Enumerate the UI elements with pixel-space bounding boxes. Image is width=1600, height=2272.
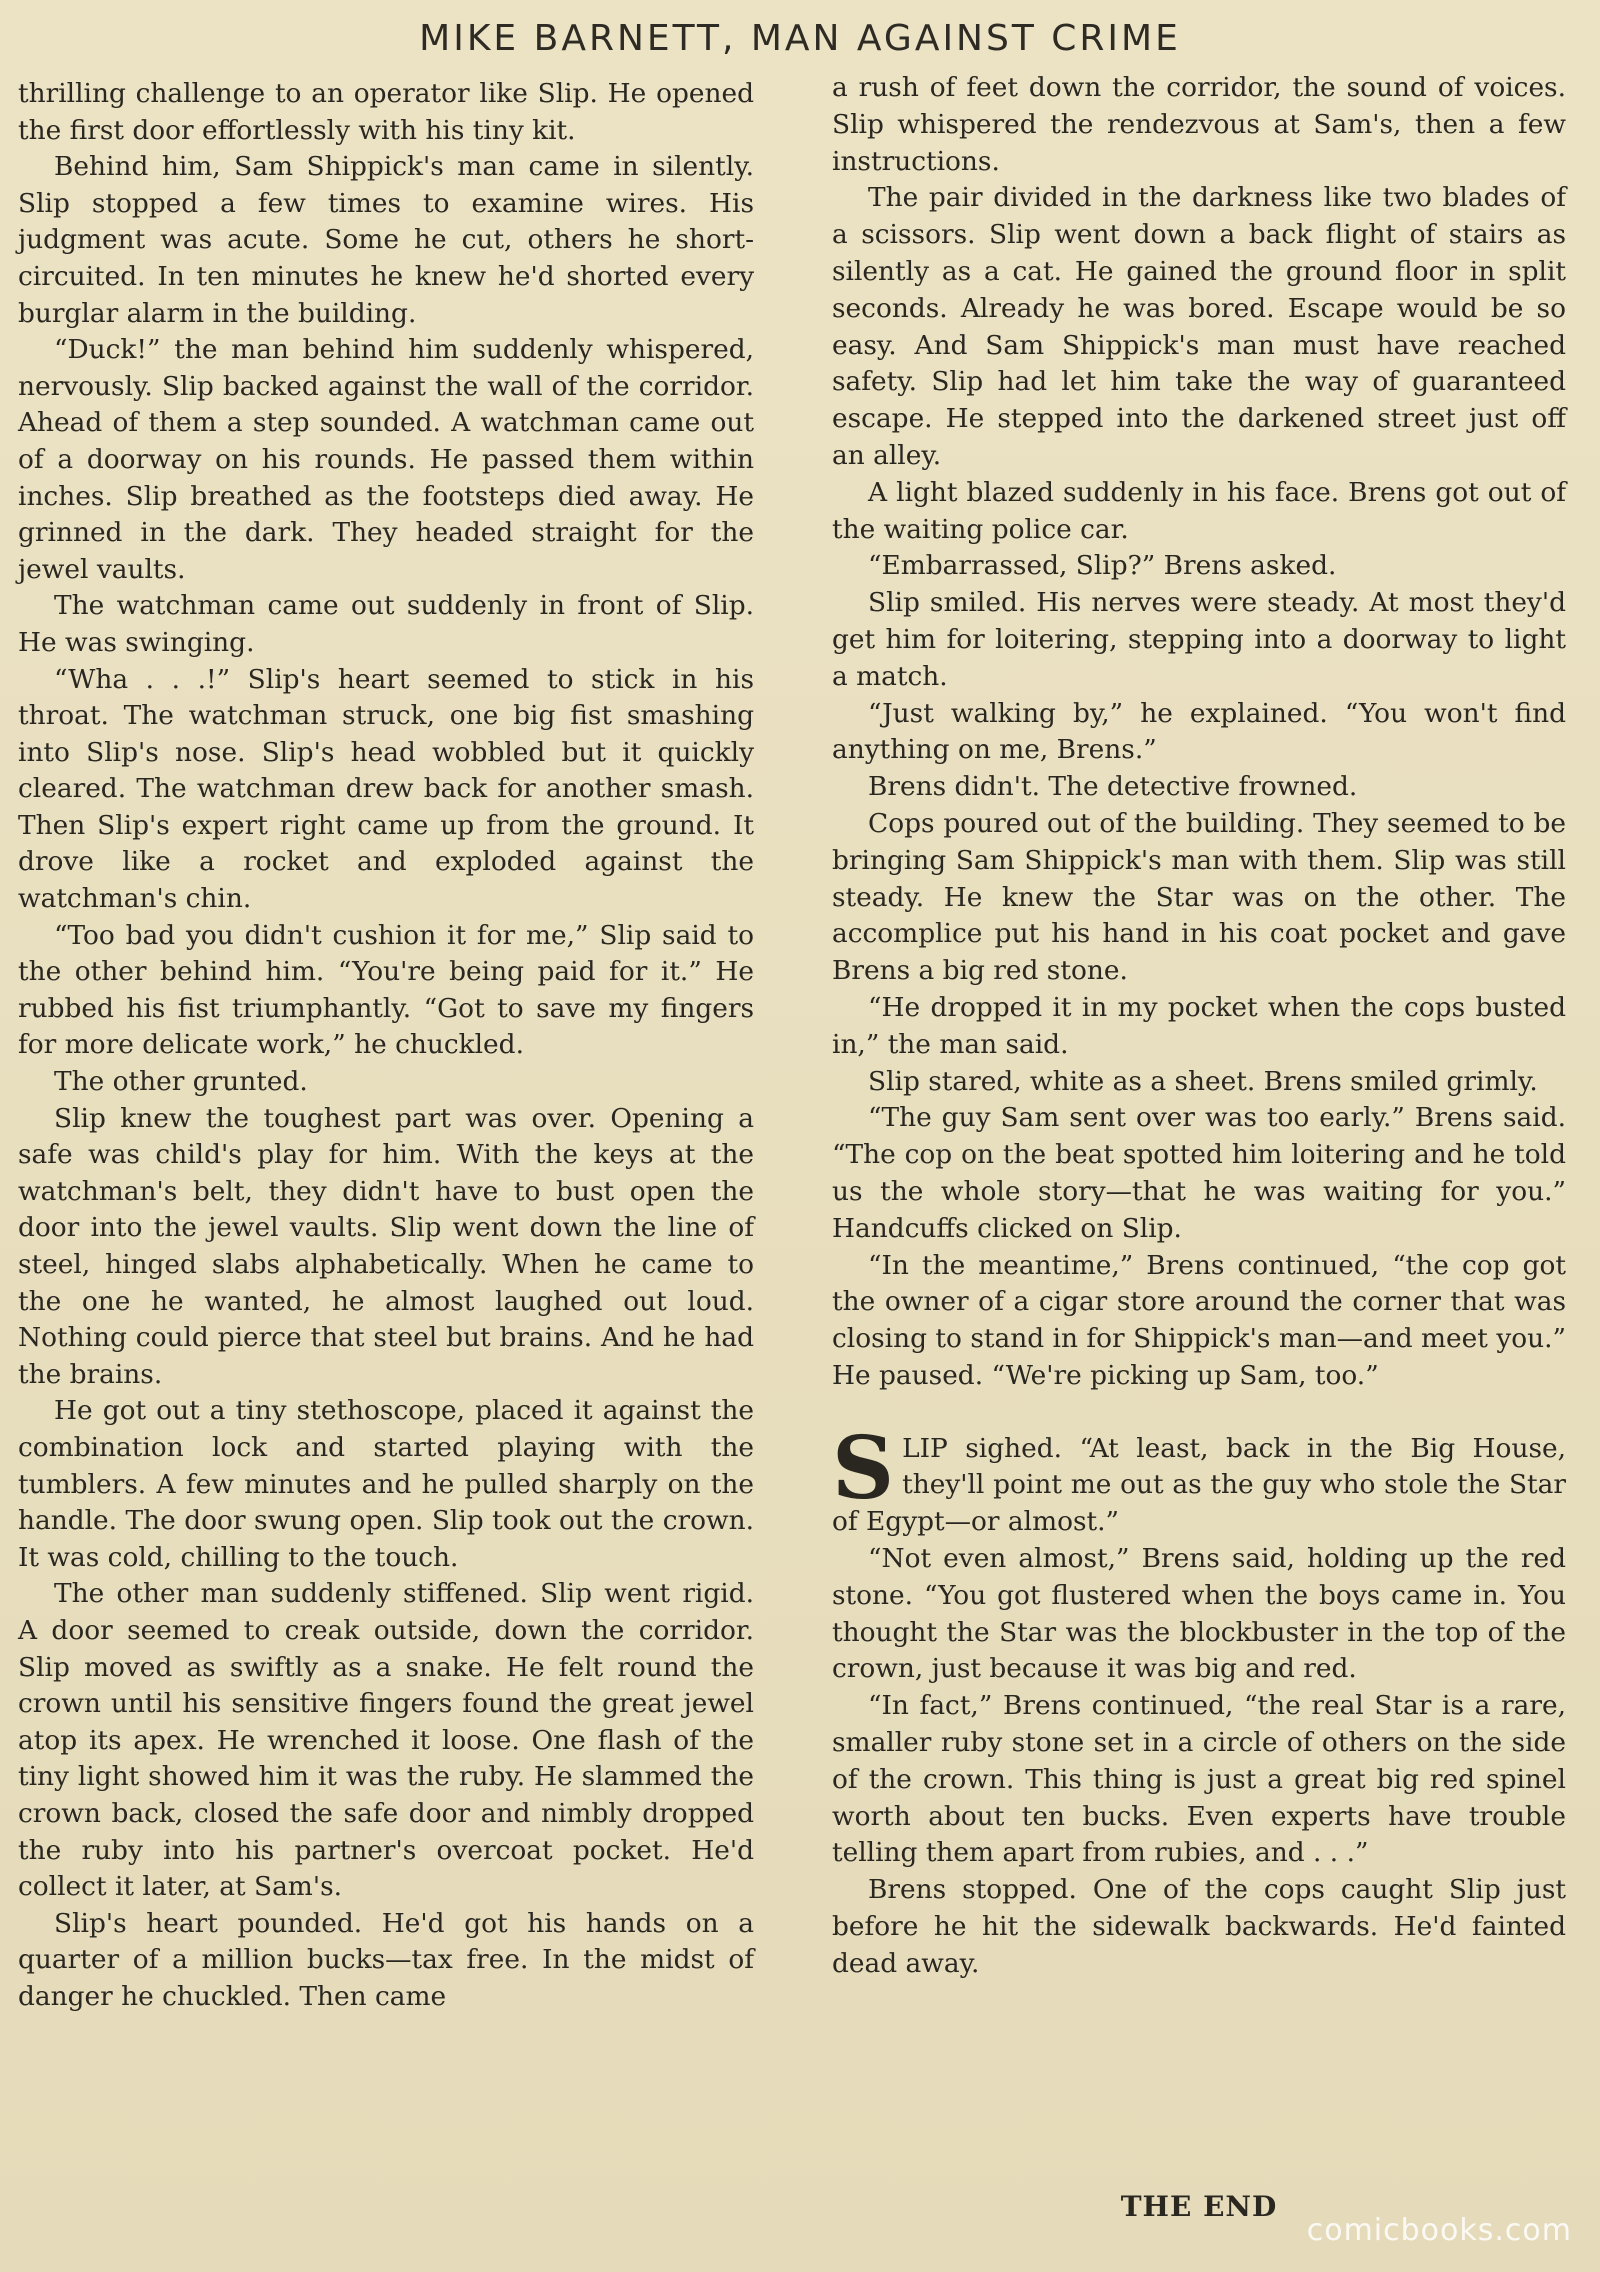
paragraph: “In fact,” Brens continued, “the real Star is a rare, smaller ruby stone set in a circle of others on the side of the crown. This thing is just a great big red spinel worth about ten bucks. Even experts have trouble telling them apart from rubies, and . . .”: [832, 1690, 1566, 1869]
paragraph: “In the meantime,” Brens continued, “the cop got the owner of a cigar store around the corner that was closing to stand in for Shippick's man—and meet you.” He paused. “We're picking up Sam, too.”: [832, 1249, 1566, 1391]
paragraph: “Not even almost,” Brens said, holding up the red stone. “You got flustered when the boys came in. You thought the Star was the blockbuster in the top of the crown, just because it was big and red.: [832, 1543, 1566, 1685]
watermark: comicbooks.com: [1306, 2213, 1572, 2248]
paragraph: Slip knew the toughest part was over. Opening a safe was child's play for him. With the keys at the watchman's belt, they didn't have to bust open the door into the jewel vaults. Slip went down the line of steel, hinged slabs alphabetically. When he came to the one he wanted, he almost laughed out loud. Nothing could pierce that steel but brains. And he had the brains.: [18, 1102, 754, 1390]
page-header-title: MIKE BARNETT, MAN AGAINST CRIME: [419, 18, 1181, 59]
paragraph: “The guy Sam sent over was too early.” Brens said. “The cop on the beat spotted him loitering and he told us the whole story—that he was waiting for you.” Handcuffs clicked on Slip.: [832, 1102, 1566, 1244]
paragraph: “Just walking by,” he explained. “You won't find anything on me, Brens.”: [832, 697, 1566, 766]
paragraph: Slip stared, white as a sheet. Brens smiled grimly.: [868, 1065, 1538, 1097]
paragraph: Cops poured out of the building. They seemed to be bringing Sam Shippick's man with them. Slip was still steady. He knew the Star was on the other. The accomplice put his hand in his coat pocket and gave Brens a big red stone.: [832, 807, 1566, 987]
section-break: [832, 1395, 1566, 1431]
dropcap-letter: S: [832, 1417, 895, 1519]
dropcap-paragraph: [832, 1417, 1566, 1541]
paragraph: He got out a tiny stethoscope, placed it against the combination lock and started playing with the tumblers. A few minutes and he pulled sharply on the handle. The door swung open. Slip took out the crown. It was cold, chilling to the touch.: [18, 1395, 754, 1573]
paragraph: Slip's heart pounded. He'd got his hands on a quarter of a million bucks—tax free. In the midst of danger he chuckled. Then came: [18, 1907, 754, 2012]
paragraph: “Duck!” the man behind him suddenly whispered, nervously. Slip backed against the wall of the corridor. Ahead of them a step sounded. A watchman came out of a doorway on his rounds. He passed them within inches. Slip breathed as the footsteps died away. He grinned in the dark. They headed straight for the jewel vaults.: [18, 334, 754, 585]
the-end-label: THE END: [1120, 2190, 1278, 2223]
paragraph: Slip smiled. His nerves were steady. At most they'd get him for loitering, stepping into a doorway to light a match.: [832, 587, 1566, 692]
paragraph: The other grunted.: [54, 1066, 308, 1098]
dropcap-paragraph-text: LIP sighed. “At least, back in the Big House, they'll point me out as the guy who stole the Star of Egypt—or almost.”: [832, 1432, 1566, 1538]
paragraph: The pair divided in the darkness like two blades of a scissors. Slip went down a back flight of stairs as silently as a cat. He gained the ground floor in split seconds. Already he was bored. Escape would be so easy. And Sam Shippick's man must have reached safety. Slip had let him take the way of guaranteed escape. He stepped into the darkened street just off an alley.: [832, 182, 1566, 471]
paragraph: thrilling challenge to an operator like Slip. He opened the first door effortlessly with his tiny kit.: [18, 78, 754, 146]
paragraph: The watchman came out suddenly in front of Slip. He was swinging.: [18, 590, 754, 658]
paragraph: Brens stopped. One of the cops caught Slip just before he hit the sidewalk backwards. He'd fainted dead away.: [832, 1874, 1566, 1979]
paragraph: “Embarrassed, Slip?” Brens asked.: [868, 550, 1337, 582]
paragraph: A light blazed suddenly in his face. Brens got out of the waiting police car.: [832, 476, 1566, 545]
paragraph: Brens didn't. The detective frowned.: [868, 771, 1358, 803]
paragraph: The other man suddenly stiffened. Slip went rigid. A door seemed to creak outside, down the corridor. Slip moved as swiftly as a snake. He felt round the crown until his sensitive fingers found the great jewel atop its apex. He wrenched it loose. One flash of the tiny light showed him it was the ruby. He slammed the crown back, closed the safe door and nimbly dropped the ruby into his partner's overcoat pocket. He'd collect it later, at Sam's.: [18, 1578, 754, 1903]
paragraph: a rush of feet down the corridor, the sound of voices. Slip whispered the rendezvous at Sam's, then a few instructions.: [832, 72, 1566, 177]
paragraph: Behind him, Sam Shippick's man came in silently. Slip stopped a few times to examine wires. His judgment was acute. Some he cut, others he short-circuited. In ten minutes he knew he'd shorted every burglar alarm in the building.: [18, 151, 754, 329]
paragraph: “Wha . . .!” Slip's heart seemed to stick in his throat. The watchman struck, one big fist smashing into Slip's nose. Slip's head wobbled but it quickly cleared. The watchman drew back for another smash. Then Slip's expert right came up from the ground. It drove like a rocket and exploded against the watchman's chin.: [18, 663, 754, 915]
left-text-column: [18, 76, 754, 2015]
paragraph: “He dropped it in my pocket when the cops busted in,” the man said.: [832, 991, 1566, 1060]
right-text-column: [832, 70, 1566, 1983]
paragraph: “Too bad you didn't cushion it for me,” Slip said to the other behind him. “You're being paid for it.” He rubbed his fist triumphantly. “Got to save my fingers for more delicate work,” he chuckled.: [18, 919, 754, 1061]
